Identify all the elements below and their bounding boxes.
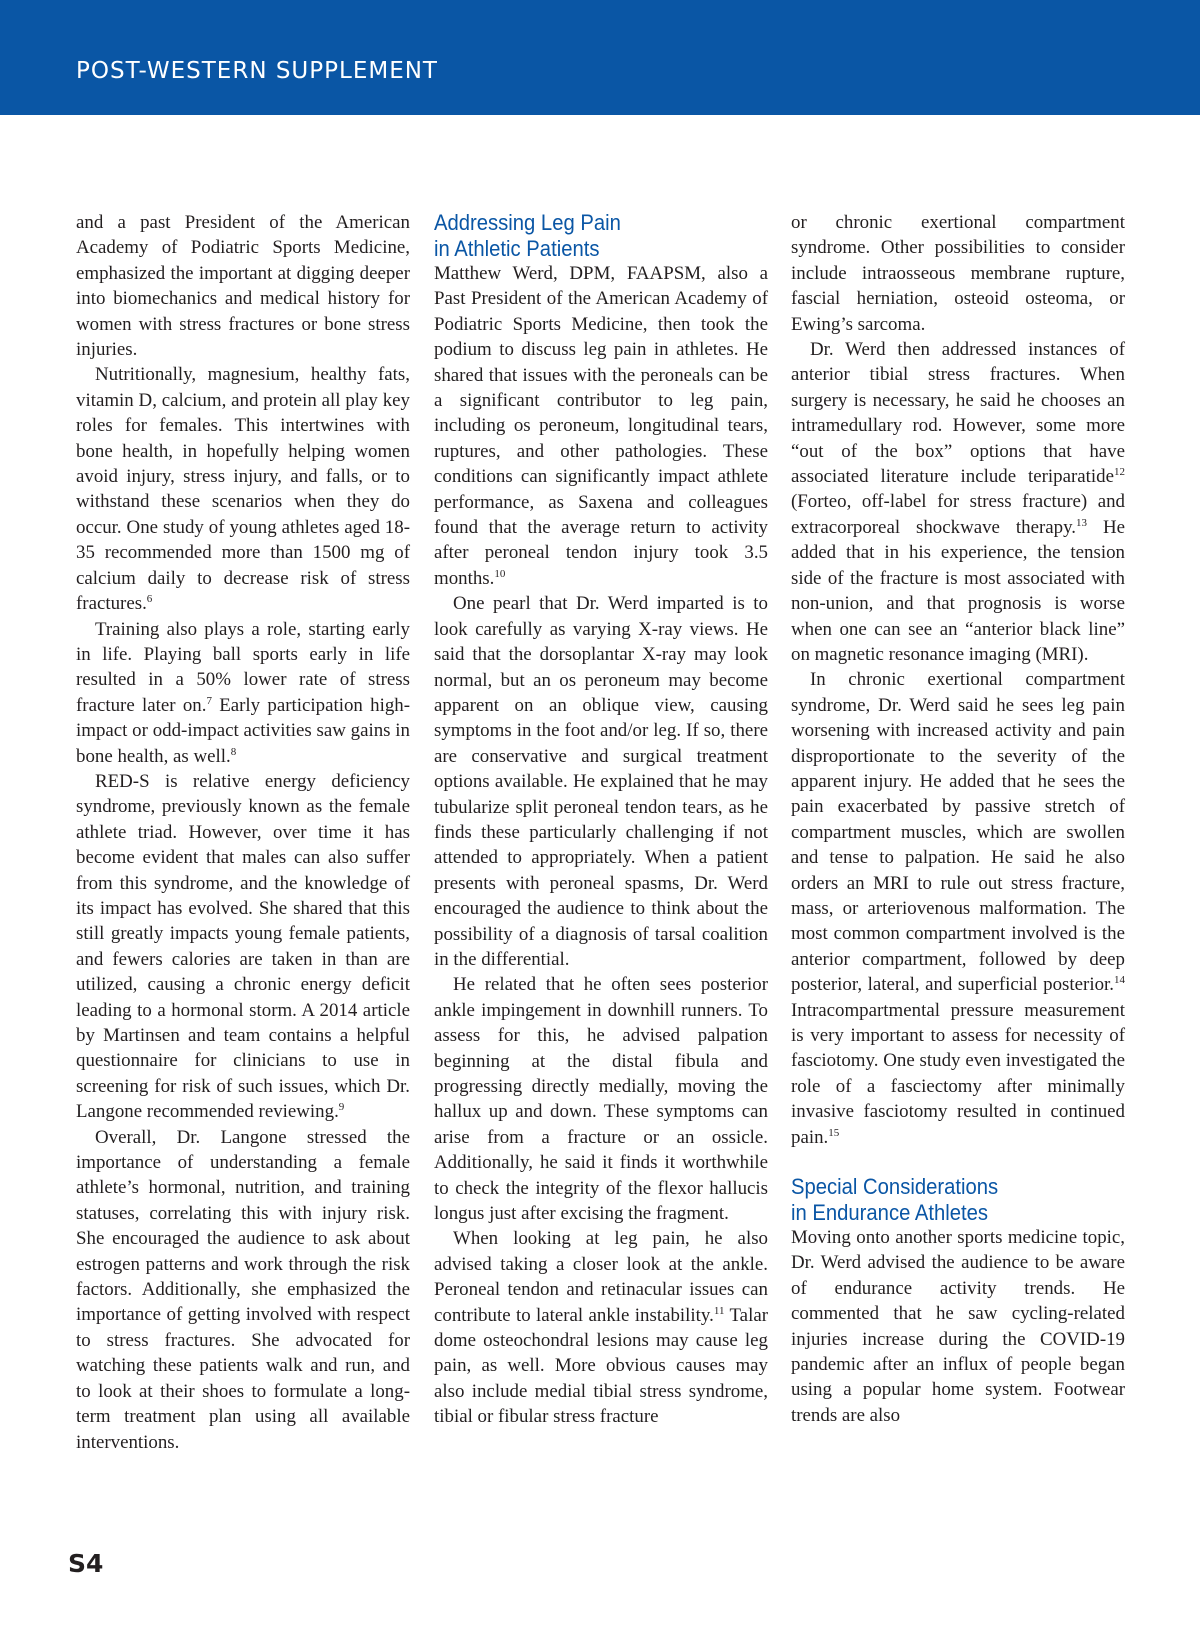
paragraph: In chronic exertional compartment syndrome, Dr. Werd said he sees leg pain worsening with increased activity and pain disproportionate to the severity of the apparent injury. He added that he sees the pain exacerbated by passive stretch of compartment muscles, which are swollen and tense to palpation. He said he also orders an MRI to rule out stress fracture, mass, or arteriovenous malformation. The most common compartment involved is the anterior compartment, followed by deep posterior, lateral, and superficial posterior.$^{14}$ Intracompartmental pressure measurement is very important to assess for necessity of fasciotomy. One study even investigated the role of a fasciectomy after minimally invasive fasciotomy resulted in continued pain.$^{15}$ [791,669,1125,1148]
paragraph: One pearl that Dr. Werd imparted is to look carefully as varying X-ray views. He said that the dorsoplantar X-ray may look normal, but an os peroneum may become apparent on an oblique view, causing symptoms in the foot and/or leg. If so, there are conservative and surgical treatment options available. He explained that he may tubularize split peroneal tendon tears, as he finds these particularly challenging if not attended to appropriately. When a patient presents with peroneal spasms, Dr. Werd encouraged the audience to think about the possibility of a diagnosis of tarsal coalition in the differential. [434,593,768,970]
page-number: S4 [68,1549,104,1578]
column-1 [76,210,410,1455]
reference-number: 7 [206,694,212,707]
reference-number: 11 [713,1304,725,1317]
header-banner [0,0,1200,115]
paragraph: Nutritionally, magnesium, healthy fats, vitamin D, calcium, and protein all play key roles for females. This intertwines with bone health, in hopefully helping women avoid injury, stress injury, and falls, or to withstand these scenarios when they do occur. One study of young athletes aged 18-35 recommended more than 1500 mg of calcium daily to decrease risk of stress fractures.$^6$ [76,364,410,615]
section-heading: Special Considerations in Endurance Athletes [791,1174,999,1225]
reference-number: 13 [1076,516,1088,529]
section-title: POST-WESTERN SUPPLEMENT [76,58,438,84]
paragraph: Overall, Dr. Langone stressed the importance of understanding a female athlete’s hormonal, nutrition, and training statuses, correlating this with injury risk. She encouraged the audience to ask about estrogen patterns and work through the risk factors. Additionally, she emphasized the importance of getting involved with respect to stress fractures. She advocated for watching these patients walk and run, and to look at their shoes to formulate a long-term treatment plan using all available interventions. [76,1126,410,1453]
paragraph: Moving onto another sports medicine topic, Dr. Werd advised the audience to be aware of endurance activity trends. He commented that he saw cycling-related injuries increase during the COVID-19 pandemic after an influx of people began using a popular home system. Footwear trends are also [791,1227,1125,1426]
paragraph: or chronic exertional compartment syndrome. Other possibilities to consider include intraosseous membrane rupture, fascial herniation, osteoid osteoma, or Ewing’s sarcoma. [791,212,1125,335]
paragraph: Dr. Werd then addressed instances of anterior tibial stress fractures. When surgery is necessary, he said he chooses an intramedullary rod. However, some more “out of the box” options that have associated literature include teriparatide$^{12}$ (Forteo, off-label for stress fracture) and extracorporeal shockwave therapy.$^{13}$ He added that in his experience, the tension side of the fracture is most associated with non-union, and that prognosis is worse when one can see an “anterior black line” on magnetic resonance imaging (MRI). [791,339,1125,665]
reference-number: 8 [230,745,237,758]
paragraph: and a past President of the American Academy of Podiatric Sports Medicine, emphasized the important at digging deeper into biomechanics and medical history for women with stress fractures or bone stress injuries. [76,212,410,361]
paragraph: He related that he often sees posterior ankle impingement in downhill runners. To assess for this, he advised palpation beginning at the distal fibula and progressing directly medially, moving the hallux up and down. These symptoms can arise from a fracture or an ossicle. Additionally, he said it finds it worthwhile to check the integrity of the flexor hallucis longus just after excising the fragment. [434,974,768,1225]
reference-number: 12 [1114,466,1125,479]
paragraph: RED-S is relative energy deficiency syndrome, previously known as the female athlete triad. However, over time it has become evident that males can also suffer from this syndrome, and the knowledge of its impact has evolved. She shared that this still greatly impacts young female patients, and fewers calories are taken in than are utilized, causing a chronic energy deficit leading to a hormonal storm. A 2014 article by Martinsen and team contains a helpful questionnaire for clinicians to use in screening for risk of such issues, which Dr. Langone recommended reviewing.$^9$ [76,770,410,1123]
section-heading: Addressing Leg Pain in Athletic Patients [434,210,621,261]
reference-number: 9 [338,1101,345,1114]
paragraph: Training also plays a role, starting early in life. Playing ball sports early in life resulted in a 50% lower rate of stress fracture later on.$^7$ Early participation high-impact or odd-impact activities saw gains in bone health, as well.$^8$ [76,618,410,767]
reference-number: 10 [494,567,506,580]
column-2 [434,210,768,1430]
reference-number: 6 [146,593,153,606]
column-3 [791,210,1125,1428]
reference-number: 15 [828,1126,840,1139]
reference-number: 14 [1114,974,1125,987]
paragraph: Matthew Werd, DPM, FAAPSM, also a Past President of the American Academy of Podiatric Sports Medicine, then took the podium to discuss leg pain in athletes. He shared that issues with the peroneals can be a significant contributor to leg pain, including os peroneum, longitudinal tears, ruptures, and other pathologies. These conditions can significantly impact athlete performance, as Saxena and colleagues found that the average return to activity after peroneal tendon injury took 3.5 months.$^{10}$ [434,263,768,589]
paragraph: When looking at leg pain, he also advised taking a closer look at the ankle. Peroneal tendon and retinacular issues can contribute to lateral ankle instability.$^{11}$ Talar dome osteochondral lesions may cause leg pain, as well. More obvious causes may also include medial tibial stress syndrome, tibial or fibular stress fracture [434,1228,768,1428]
